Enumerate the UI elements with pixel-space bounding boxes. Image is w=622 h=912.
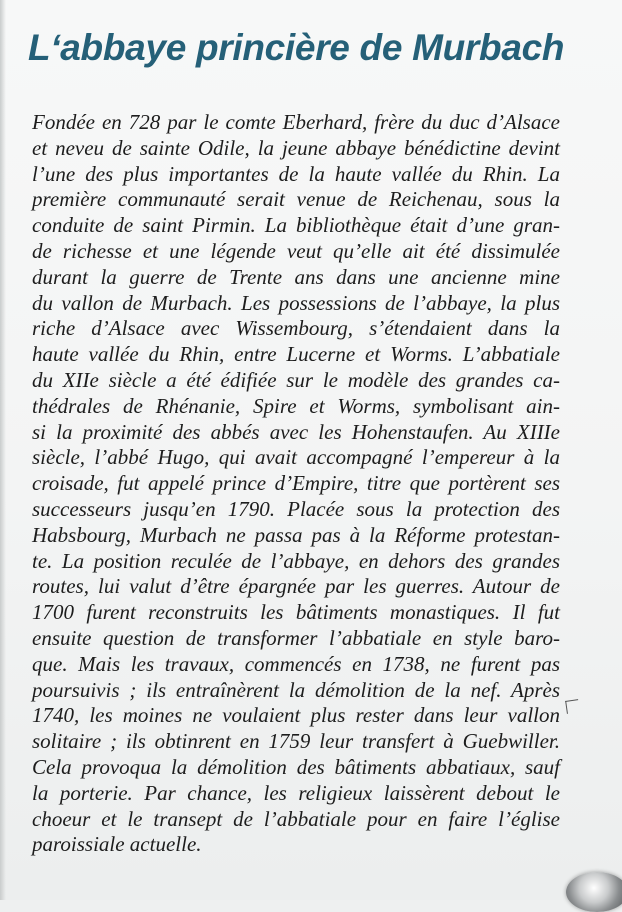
mounting-screw	[566, 872, 622, 912]
text-line: l’une des plus importantes de la haute vallée du Rhin. La	[32, 161, 560, 186]
text-line: choeur et le transept de l’abbatiale pour en faire l’église	[32, 806, 560, 831]
text-line-last: paroissiale actuelle.	[32, 832, 202, 857]
text-line: durant la guerre de Trente ans dans une ancienne mine	[32, 264, 560, 289]
plaque-body-text	[32, 110, 560, 858]
text-line: croisade, fut appelé prince d’Empire, titre que portèrent ses	[32, 471, 560, 496]
text-line: riche d’Alsace avec Wissembourg, s’étendaient dans la	[32, 316, 560, 341]
text-line: Fondée en 728 par le comte Eberhard, frère du duc d’Alsace	[32, 110, 560, 134]
text-line: de richesse et une légende veut qu’elle ait été dissimulée	[32, 238, 560, 263]
text-line: 1700 furent reconstruits les bâtiments monastiques. Il fut	[32, 600, 560, 625]
text-line: conduite de saint Pirmin. La bibliothèque était d’une gran-	[32, 213, 560, 238]
corner-mark	[565, 699, 580, 714]
text-line: 1740, les moines ne voulaient plus rester dans leur vallon	[32, 703, 560, 728]
text-line: Habsbourg, Murbach ne passa pas à la Réforme protestan-	[32, 522, 560, 547]
text-line: solitaire ; ils obtinrent en 1759 leur transfert à Guebwiller.	[32, 729, 560, 754]
text-line: première communauté serait venue de Reichenau, sous la	[32, 187, 560, 212]
text-line: du XIIe siècle a été édifiée sur le modèle des grandes ca-	[32, 367, 560, 392]
text-line: la porterie. Par chance, les religieux laissèrent debout le	[32, 780, 560, 805]
text-line: routes, lui valut d’être épargnée par les guerres. Autour de	[32, 574, 560, 599]
plaque-title: L‘abbaye princière de Murbach	[28, 27, 565, 68]
text-line: successeurs jusqu’en 1790. Placée sous la protection des	[32, 496, 560, 521]
text-line: si la proximité des abbés avec les Hohenstaufen. Au XIIIe	[32, 419, 560, 444]
text-line: Cela provoqua la démolition des bâtiments abbatiaux, sauf	[32, 754, 560, 779]
text-line: te. La position reculée de l’abbaye, en dehors des grandes	[32, 548, 560, 573]
text-line: thédrales de Rhénanie, Spire et Worms, symbolisant ain-	[32, 393, 560, 418]
text-line: haute vallée du Rhin, entre Lucerne et Worms. L’abbatiale	[32, 342, 560, 367]
text-line: poursuivis ; ils entraînèrent la démolition de la nef. Après	[32, 677, 560, 702]
text-line: siècle, l’abbé Hugo, qui avait accompagné l’empereur à la	[32, 445, 560, 470]
text-line: que. Mais les travaux, commencés en 1738, ne furent pas	[32, 651, 560, 676]
text-line: du vallon de Murbach. Les possessions de l’abbaye, la plus	[32, 290, 560, 315]
text-line: et neveu de sainte Odile, la jeune abbaye bénédictine devint	[32, 135, 560, 160]
text-line: ensuite question de transformer l’abbatiale en style baro-	[32, 625, 560, 650]
